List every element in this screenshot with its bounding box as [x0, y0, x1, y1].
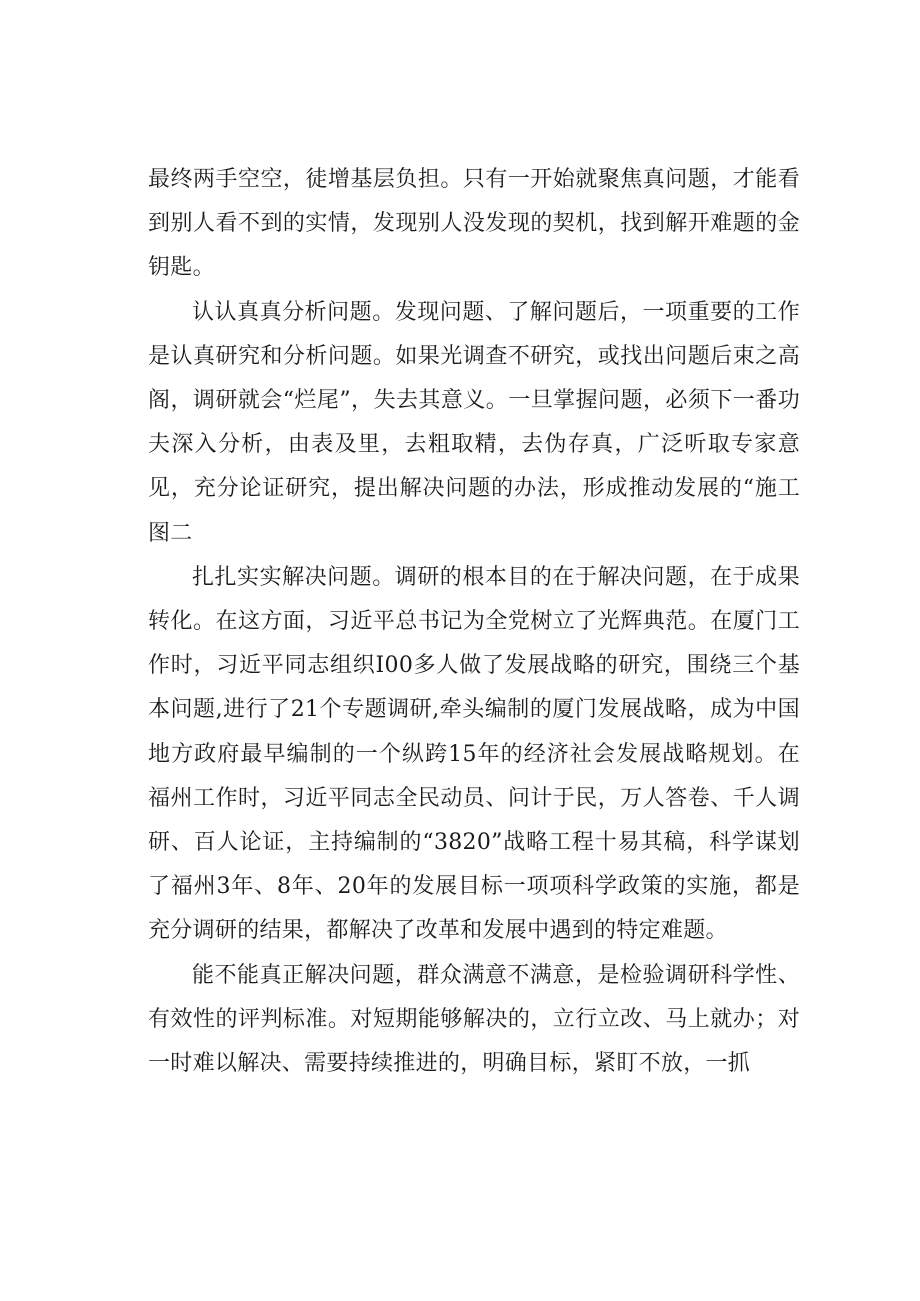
paragraph-evaluation-standard: 能不能真正解决问题，群众满意不满意，是检验调研科学性、有效性的评判标准。对短期能够解决的，立行立改、马上就办；对一时难以解决、需要持续推进的，明确目标，紧盯不放，一抓: [148, 962, 800, 1077]
paragraph-continued: 最终两手空空，徒增基层负担。只有一开始就聚焦真问题，才能看到别人看不到的实情，发现别人没发现的契机，找到解开难题的金钥匙。: [148, 167, 800, 281]
paragraph-analyze-problems: 认认真真分析问题。发现问题、了解问题后，一项重要的工作是认真研究和分析问题。如果光调查不研究，或找出问题后束之高阁，调研就会“烂尾”，失去其意义。一旦掌握问题，必须下一番功夫深入分析，由表及里，去粗取精，去伪存真，广泛听取专家意见，充分论证研究，提出解决问题的办法，形成推动发展的“施工图二: [148, 299, 800, 546]
paragraph-solve-problems: 扎扎实实解决问题。调研的根本目的在于解决问题，在于成果转化。在这方面，习近平总书记为全党树立了光辉典范。在厦门工作时，习近平同志组织I00多人做了发展战略的研究，围绕三个基本问题,进行了21个专题调研,牵头编制的厦门发展战略，成为中国地方政府最早编制的一个纵跨15年的经济社会发展战略规划。在福州工作时，习近平同志全民动员、问计于民，万人答卷、千人调研、百人论证，主持编制的“3820”战略工程十易其稿，科学谋划了福州3年、8年、20年的发展目标一项项科学政策的实施，都是充分调研的结果，都解决了改革和发展中遇到的特定难题。: [148, 564, 800, 944]
document-body: [148, 158, 800, 1086]
